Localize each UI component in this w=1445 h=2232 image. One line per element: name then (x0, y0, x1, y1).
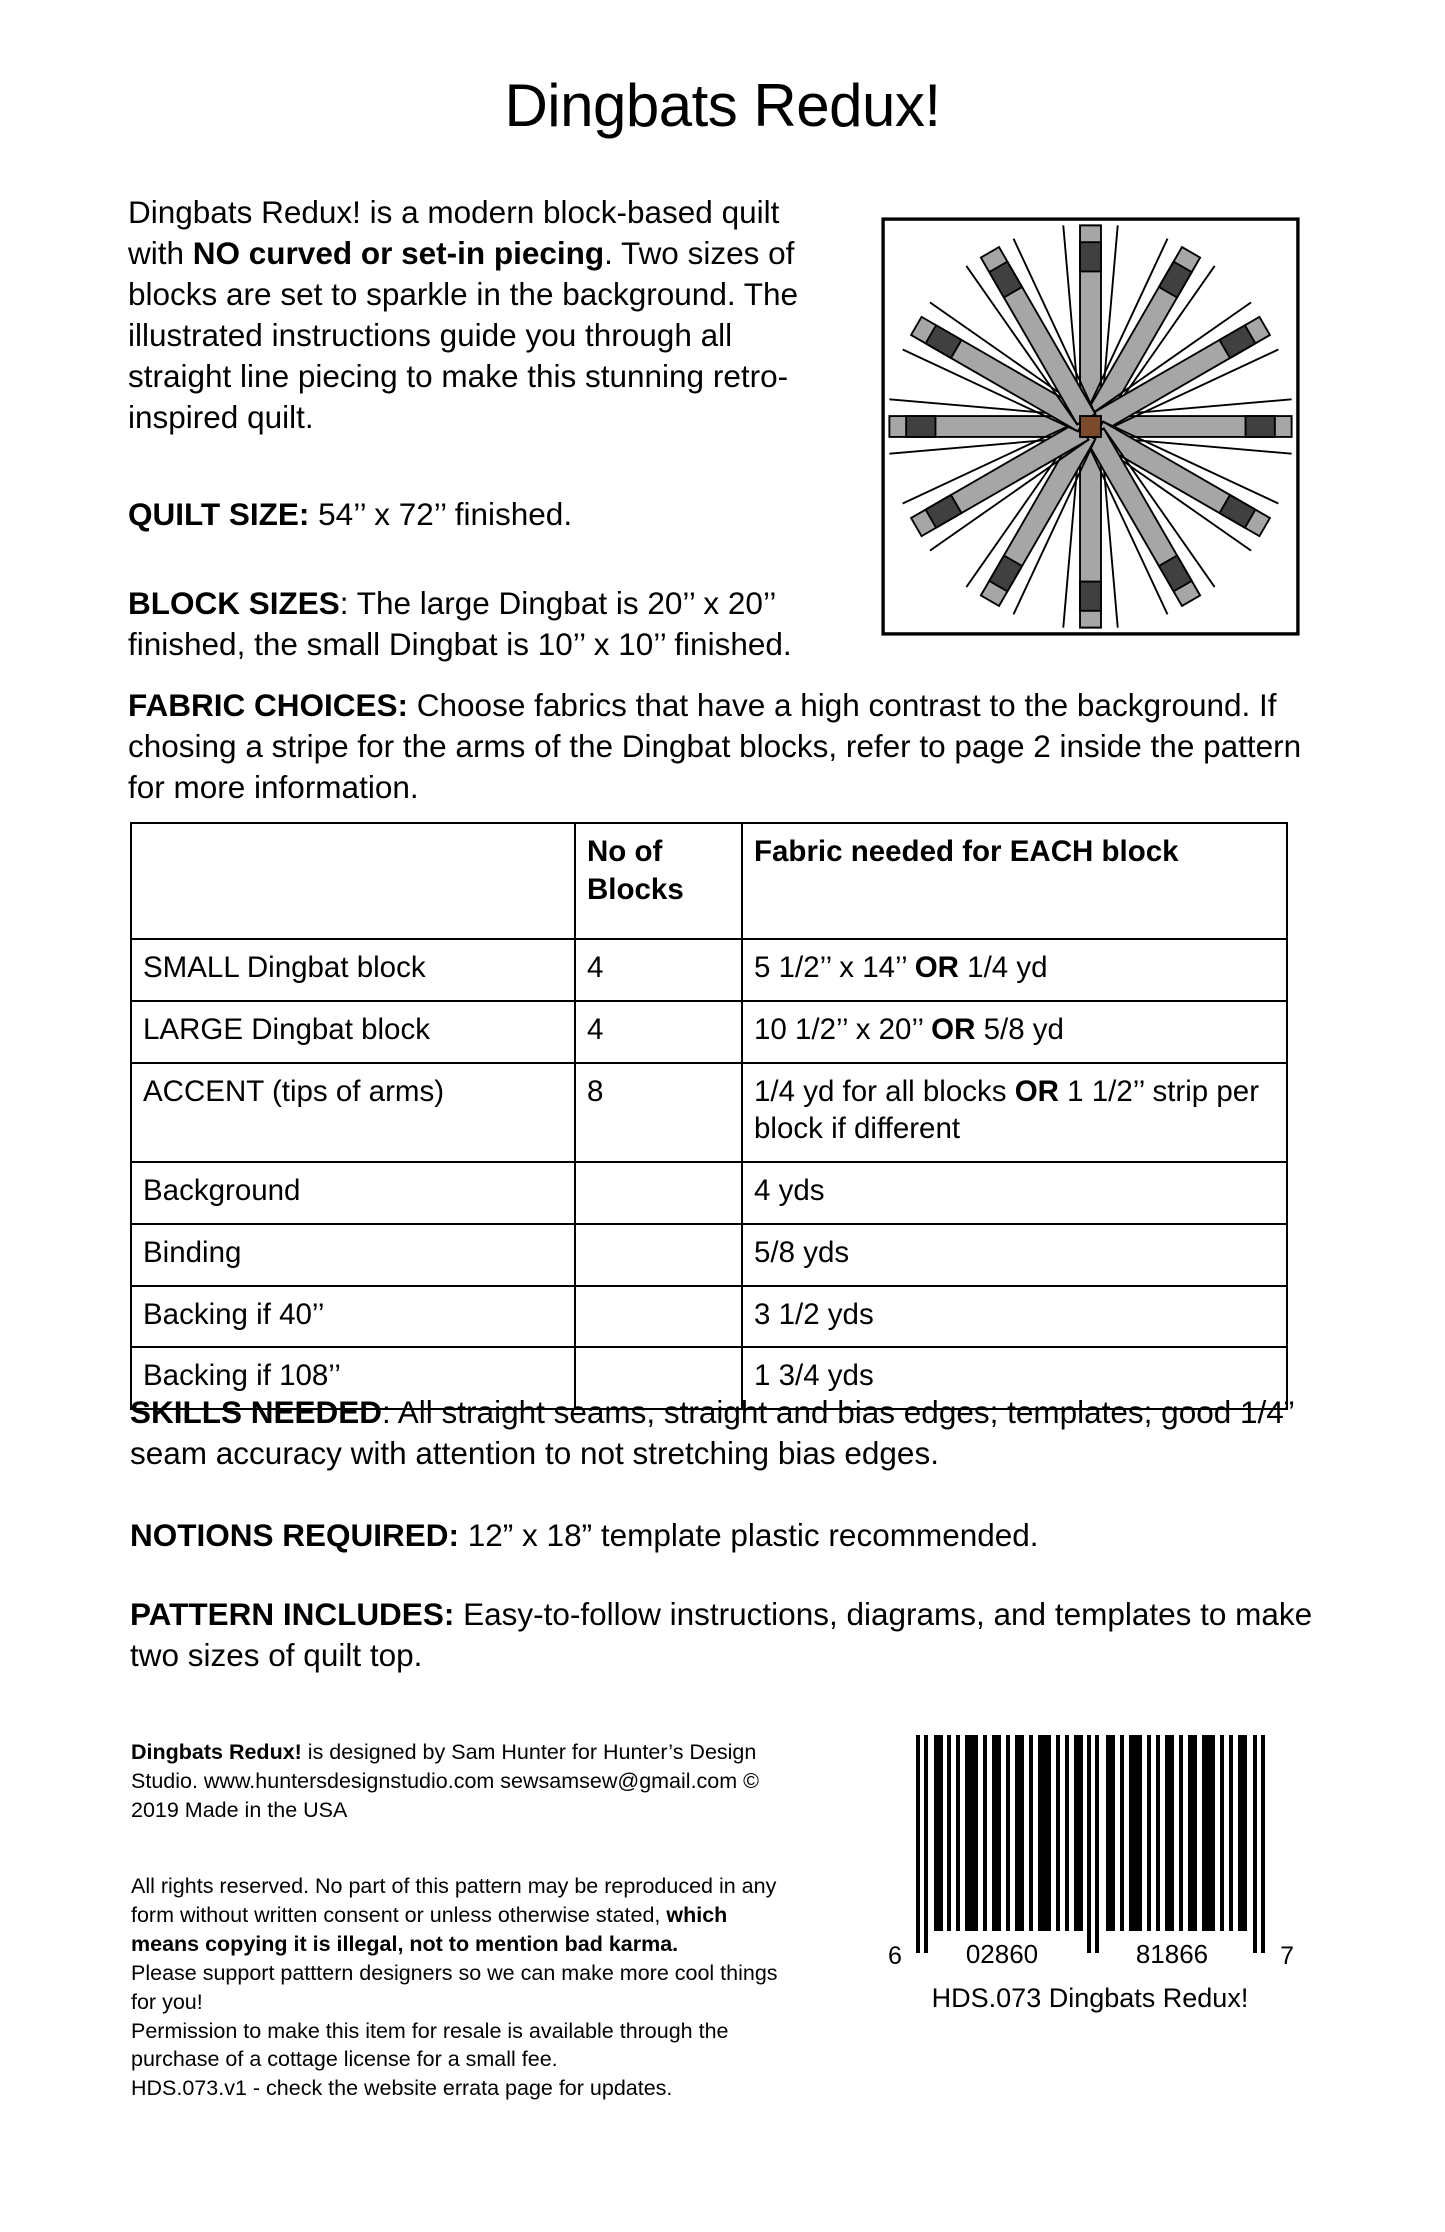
table-header-no-of-blocks: No of Blocks (575, 823, 742, 939)
svg-text:02860: 02860 (965, 1939, 1039, 1967)
fabric-choices-label: FABRIC CHOICES: (128, 687, 409, 723)
fabric-pre: 1/4 yd for all blocks (754, 1074, 1015, 1108)
row-label-binding: Binding (131, 1224, 575, 1286)
row-count-accent: 8 (575, 1063, 742, 1163)
fabric-post: 1/4 yd (958, 951, 1048, 984)
row-label-backing-40: Backing if 40’’ (131, 1286, 575, 1348)
fabric-choices-paragraph (128, 685, 1313, 808)
fabric-post: 5/8 yd (975, 1012, 1064, 1046)
intro-text-pre: with (128, 234, 193, 271)
barcode-area (880, 1735, 1300, 2014)
row-label-backing-108: Backing if 108’’ (131, 1347, 575, 1409)
table-header-fabric-needed: Fabric needed for EACH block (742, 823, 1287, 939)
barcode-left-digit: 6 (888, 1942, 902, 1970)
skills-needed-value: : All straight seams, straight and bias edges; templates; good 1/4” seam accuracy with attention to not stretching bias edges. (130, 1394, 1295, 1471)
fabric-requirements-table (130, 822, 1288, 1410)
row-label-small-dingbat: SMALL Dingbat block (131, 939, 575, 1001)
barcode-image (888, 1735, 1294, 1970)
table-header-blank (131, 823, 575, 939)
intro-paragraph (128, 192, 828, 438)
dingbat-block-illustration (881, 217, 1300, 636)
row-count-small-dingbat: 4 (575, 939, 742, 1001)
row-count-backing-40 (575, 1286, 742, 1348)
row-label-background: Background (131, 1162, 575, 1224)
skills-needed-label: SKILLS NEEDED (130, 1394, 383, 1430)
fabric-or: OR (1014, 1074, 1059, 1108)
table-row (131, 939, 1287, 1001)
table-row (131, 1063, 1287, 1163)
fabric-pre: 5 1/2’’ x 14’’ (754, 951, 915, 984)
pattern-includes-label: PATTERN INCLUDES: (130, 1596, 455, 1632)
table-header-row (131, 823, 1287, 939)
block-sizes-paragraph (128, 583, 828, 665)
table-row (131, 1001, 1287, 1063)
table-row (131, 1286, 1287, 1348)
fabric-or: OR (931, 1012, 976, 1046)
pattern-includes-value: Easy-to-follow instructions, diagrams, and templates to make two sizes of quilt top. (130, 1596, 1313, 1673)
row-fabric-backing-40: 3 1/2 yds (742, 1286, 1287, 1348)
fabric-choices-value: Choose fabrics that have a high contrast to the background. If chosing a stripe for the arms of the Dingbat blocks, refer to page 2 inside the pattern for more information. (128, 687, 1302, 805)
fabric-or: OR (914, 951, 959, 984)
fabric-pre: 10 1/2’’ x 20’’ (754, 1012, 932, 1046)
row-fabric-accent (742, 1063, 1287, 1163)
barcode-caption: HDS.073 Dingbats Redux! (931, 1983, 1249, 2013)
row-fabric-binding: 5/8 yds (742, 1224, 1287, 1286)
credit-title: Dingbats Redux! (131, 1740, 302, 1764)
legal-line-2-bold: which means copying it is illegal, not to mention bad karma. (131, 1902, 728, 1956)
notions-required-value: 12” x 18” template plastic recommended. (459, 1517, 1039, 1553)
intro-text-bold: NO curved or set-in piecing (192, 234, 605, 271)
skills-needed-paragraph (130, 1392, 1330, 1474)
row-count-binding (575, 1224, 742, 1286)
legal-paragraph-support: Please support patttern designers so we can make more cool things for you! (131, 1960, 778, 2014)
pattern-includes-paragraph (130, 1594, 1315, 1676)
table-row (131, 1224, 1287, 1286)
table-row (131, 1162, 1287, 1224)
barcode-right-digit: 7 (1280, 1942, 1294, 1970)
intro-text-start: Dingbats Redux! is a modern block-based quilt (128, 194, 780, 230)
row-fabric-background: 4 yds (742, 1162, 1287, 1224)
legal-notice (131, 1872, 796, 2103)
quilt-size-paragraph (128, 494, 868, 535)
intro-text-rest: blocks are set to sparkle in the background. The illustrated instructions guide you through all straight line piecing to make this stunning retro-inspired quilt. (128, 275, 799, 435)
block-sizes-value: : The large Dingbat is 20’’ x 20’’ finished, the small Dingbat is 10’’ x 10’’ finished. (128, 585, 792, 662)
page-title: Dingbats Redux! (504, 72, 941, 139)
notions-required-paragraph (130, 1515, 1330, 1556)
legal-paragraph (131, 1872, 796, 1959)
designer-credit (131, 1738, 791, 1824)
row-fabric-backing-108: 1 3/4 yds (742, 1347, 1287, 1409)
row-fabric-small-dingbat (742, 939, 1287, 1001)
intro-text-post: . Two sizes of (604, 234, 795, 271)
row-count-large-dingbat: 4 (575, 1001, 742, 1063)
legal-paragraph-errata: HDS.073.v1 - check the website errata page for updates. (131, 2076, 673, 2101)
fabric-requirements-table-wrapper (130, 822, 1288, 1410)
row-fabric-large-dingbat (742, 1001, 1287, 1063)
notions-required-label: NOTIONS REQUIRED: (130, 1517, 460, 1553)
row-count-background (575, 1162, 742, 1224)
quilt-size-value: 54’’ x 72’’ finished. (309, 496, 573, 532)
credit-body: is designed by Sam Hunter for Hunter’s Design Studio. www.huntersdesignstudio.com sewsamsew@gmail.com © 2019 Made in the USA (131, 1740, 759, 1822)
legal-paragraph-resale: Permission to make this item for resale is available through the purchase of a cottage license for a small fee. (131, 2018, 729, 2072)
quilt-size-label: QUILT SIZE: (128, 496, 310, 532)
fabric-post: 1 1/2’’ strip per block if different (754, 1074, 1260, 1146)
legal-line-1: All rights reserved. No part of this pattern may be reproduced in (131, 1874, 736, 1898)
row-label-large-dingbat: LARGE Dingbat block (131, 1001, 575, 1063)
row-label-accent: ACCENT (tips of arms) (131, 1063, 575, 1163)
legal-line-2-pre: any form without written consent or unless otherwise stated, (131, 1874, 777, 1927)
block-sizes-label: BLOCK SIZES (128, 585, 340, 621)
svg-text:81866: 81866 (1135, 1939, 1209, 1967)
